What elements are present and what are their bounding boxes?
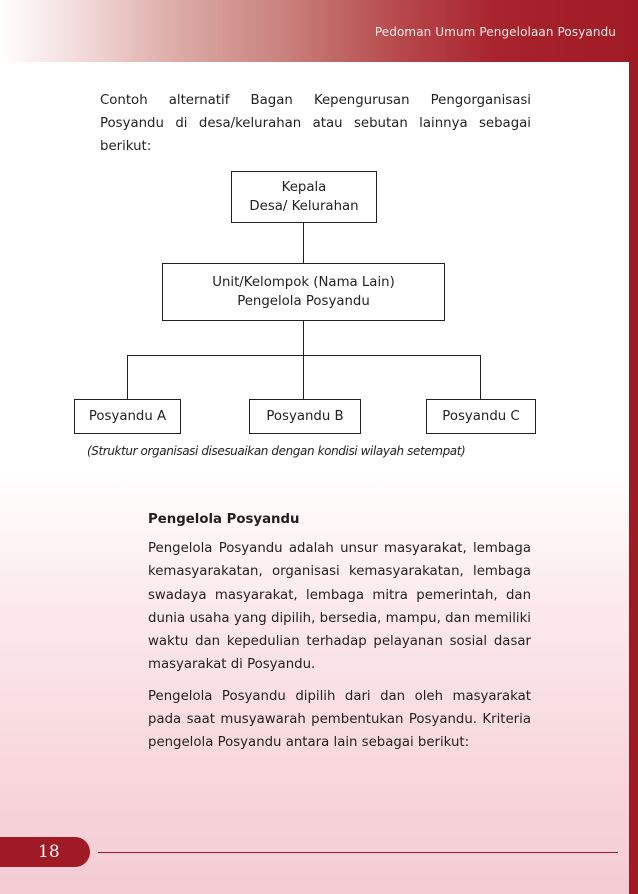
connector-to-posyandu-b: [303, 355, 304, 399]
page-number-tab: [0, 837, 90, 867]
header-bar: [0, 0, 638, 62]
connector-middle-down: [303, 321, 304, 355]
org-box-kepala-line2: Desa/ Kelurahan: [249, 199, 359, 214]
org-box-kepala-line1: Kepala: [281, 180, 327, 195]
org-box-posyandu-b: [249, 399, 361, 434]
section-paragraph-1: Pengelola Posyandu adalah unsur masyarakat, lembaga kemasyarakatan, organisasi kemasyarakatan, lembaga swadaya masyarakat, lembaga mitra pemerintah, dan dunia usaha yang dipilih, bersedia, mampu, dan memiliki waktu dan kepedulian terhadap pelayanan sosial dasar masyarakat di Posyandu.: [148, 541, 531, 673]
running-header-title: Pedoman Umum Pengelolaan Posyandu: [374, 25, 616, 39]
right-edge-strip: [629, 62, 638, 894]
org-chart-caption: (Struktur organisasi disesuaikan dengan kondisi wilayah setempat): [87, 444, 466, 458]
org-box-kepala: [231, 171, 377, 223]
intro-paragraph: Contoh alternatif Bagan Kepengurusan Pengorganisasi Posyandu di desa/kelurahan atau sebutan lainnya sebagai berikut:: [100, 93, 531, 154]
org-box-pengelola: [162, 263, 445, 321]
section-paragraph-2: Pengelola Posyandu dipilih dari dan oleh masyarakat pada saat musyawarah pembentukan Posyandu. Kriteria pengelola Posyandu antara lain sebagai berikut:: [148, 688, 531, 751]
connector-top-to-middle: [303, 223, 304, 263]
org-box-posyandu-a: [74, 399, 181, 434]
org-box-pengelola-line1: Unit/Kelompok (Nama Lain): [212, 275, 395, 290]
org-box-posyandu-a-label: Posyandu A: [88, 409, 167, 424]
connector-to-posyandu-c: [480, 355, 481, 399]
page-number: 18: [38, 842, 60, 862]
org-box-posyandu-c: [426, 399, 536, 434]
org-box-posyandu-c-label: Posyandu C: [442, 409, 520, 424]
connector-horizontal: [127, 355, 481, 356]
section-heading: Pengelola Posyandu: [148, 512, 300, 527]
org-box-pengelola-line2: Pengelola Posyandu: [237, 294, 370, 309]
section-pengelola: [148, 510, 531, 763]
footer-rule: [98, 852, 618, 853]
connector-to-posyandu-a: [127, 355, 128, 399]
org-box-posyandu-b-label: Posyandu B: [266, 409, 344, 424]
